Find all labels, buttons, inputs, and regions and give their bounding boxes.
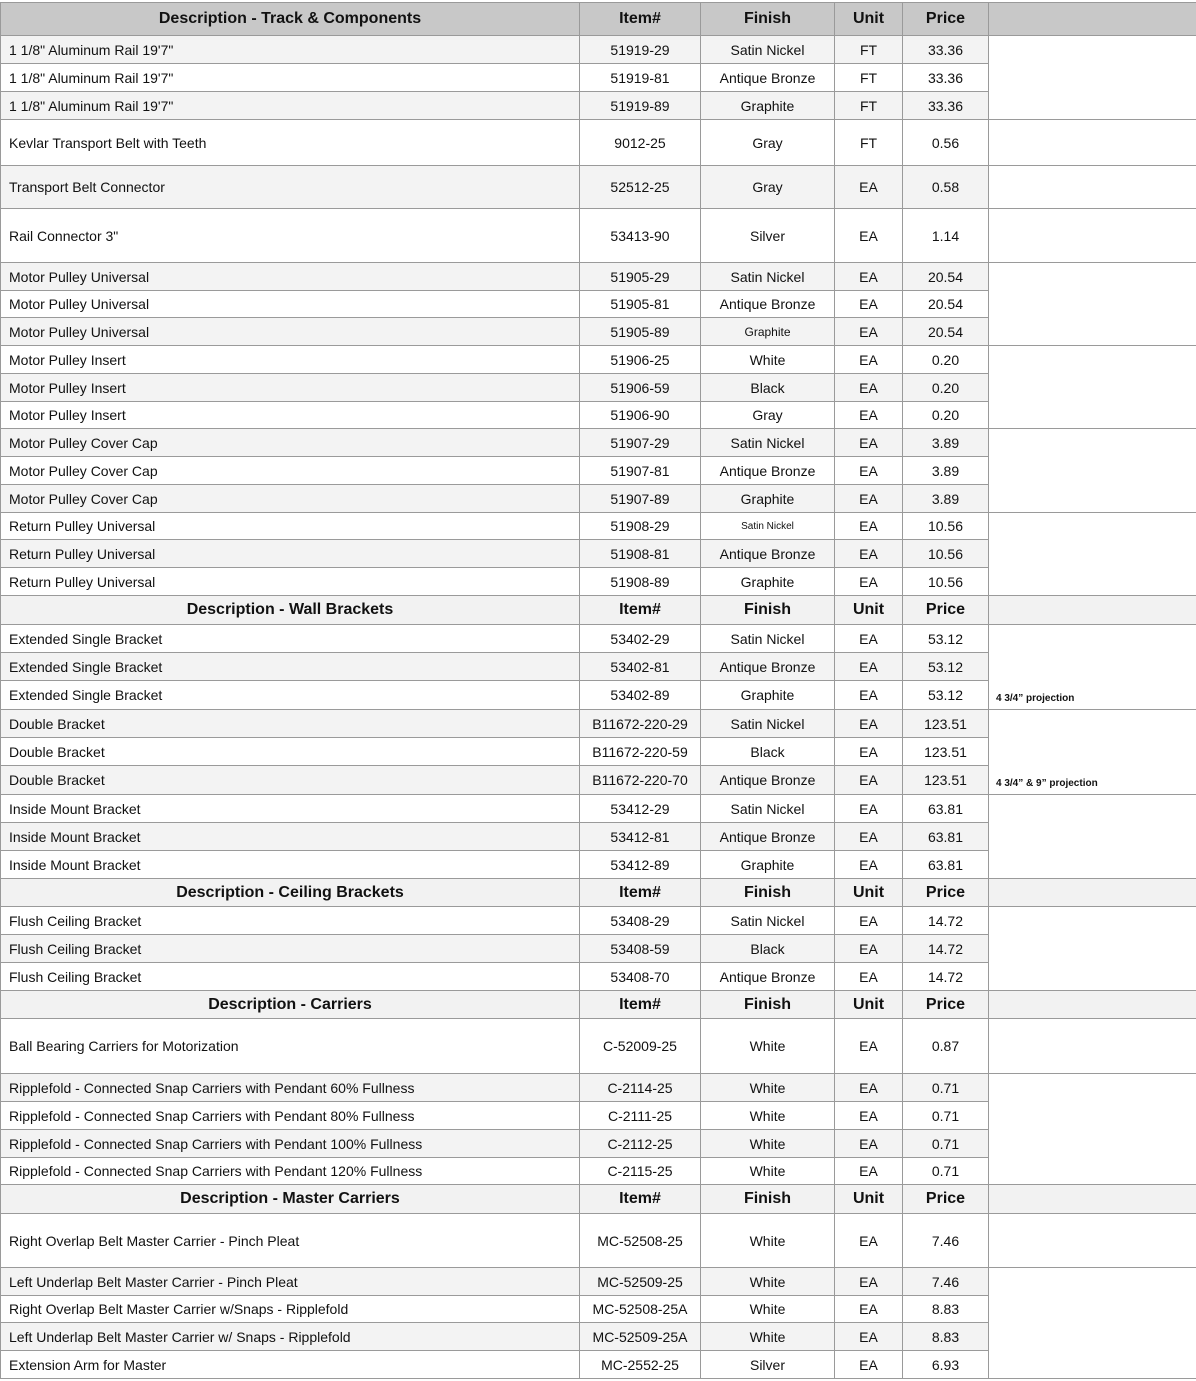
column-header-price: Price: [903, 596, 989, 625]
description-cell: Extension Arm for Master: [1, 1351, 580, 1379]
table-row: [1, 346, 1196, 374]
price-cell: 0.20: [903, 402, 989, 429]
description-cell: Flush Ceiling Bracket: [1, 907, 580, 935]
price-cell: 0.71: [903, 1102, 989, 1130]
table-row: [1, 907, 1196, 935]
price-cell: 1.14: [903, 209, 989, 263]
column-header-finish: Finish: [701, 1185, 835, 1214]
column-header-unit: Unit: [835, 3, 903, 36]
table-row: [1, 513, 1196, 540]
description-cell: Motor Pulley Insert: [1, 374, 580, 402]
section-title: Description - Wall Brackets: [1, 596, 580, 625]
note-cell: [989, 795, 1196, 879]
price-cell: 7.46: [903, 1214, 989, 1268]
note-cell: [989, 907, 1196, 991]
section-title: Description - Track & Components: [1, 3, 580, 36]
description-cell: Extended Single Bracket: [1, 681, 580, 710]
section-title: Description - Carriers: [1, 991, 580, 1019]
column-header-finish: Finish: [701, 596, 835, 625]
finish-cell: Antique Bronze: [701, 540, 835, 568]
item-number-cell: 51906-59: [580, 374, 701, 402]
item-number-cell: 53412-81: [580, 823, 701, 851]
finish-cell: Satin Nickel: [701, 907, 835, 935]
description-cell: Ripplefold - Connected Snap Carriers with Pendant 60% Fullness: [1, 1074, 580, 1102]
finish-cell: Black: [701, 374, 835, 402]
unit-cell: EA: [835, 485, 903, 513]
price-cell: 123.51: [903, 766, 989, 795]
item-number-cell: B11672-220-29: [580, 710, 701, 738]
price-cell: 20.54: [903, 291, 989, 318]
item-number-cell: MC-52509-25: [580, 1268, 701, 1296]
description-cell: Motor Pulley Universal: [1, 291, 580, 318]
finish-cell: Graphite: [701, 568, 835, 596]
table-row: [1, 120, 1196, 166]
finish-cell: Satin Nickel: [701, 36, 835, 64]
column-header-unit: Unit: [835, 991, 903, 1019]
unit-cell: EA: [835, 1074, 903, 1102]
unit-cell: EA: [835, 1351, 903, 1379]
note-cell: [989, 513, 1196, 596]
price-cell: 8.83: [903, 1323, 989, 1351]
finish-cell: Satin Nickel: [701, 429, 835, 457]
price-cell: 63.81: [903, 823, 989, 851]
item-number-cell: 9012-25: [580, 120, 701, 166]
finish-cell: White: [701, 1130, 835, 1158]
column-header-item: Item#: [580, 3, 701, 36]
unit-cell: EA: [835, 1214, 903, 1268]
finish-cell: Antique Bronze: [701, 766, 835, 795]
unit-cell: EA: [835, 710, 903, 738]
unit-cell: EA: [835, 681, 903, 710]
table-row: [1, 36, 1196, 64]
item-number-cell: 51919-29: [580, 36, 701, 64]
price-cell: 14.72: [903, 935, 989, 963]
item-number-cell: C-2114-25: [580, 1074, 701, 1102]
description-cell: Motor Pulley Universal: [1, 263, 580, 291]
price-cell: 3.89: [903, 429, 989, 457]
section-header-wall-brackets: [1, 596, 1196, 625]
section-header-ceiling-brackets: [1, 879, 1196, 907]
item-number-cell: 51905-89: [580, 318, 701, 346]
item-number-cell: 53408-29: [580, 907, 701, 935]
unit-cell: EA: [835, 263, 903, 291]
column-header-price: Price: [903, 879, 989, 907]
table-row: [1, 1019, 1196, 1074]
description-cell: Motor Pulley Cover Cap: [1, 457, 580, 485]
unit-cell: EA: [835, 1102, 903, 1130]
price-cell: 0.56: [903, 120, 989, 166]
item-number-cell: 53408-59: [580, 935, 701, 963]
table-row: [1, 429, 1196, 457]
column-header-item: Item#: [580, 596, 701, 625]
price-cell: 10.56: [903, 540, 989, 568]
item-number-cell: 53412-89: [580, 851, 701, 879]
note-cell: [989, 346, 1196, 429]
unit-cell: EA: [835, 374, 903, 402]
price-cell: 3.89: [903, 457, 989, 485]
column-header-unit: Unit: [835, 596, 903, 625]
description-cell: Left Underlap Belt Master Carrier - Pinch Pleat: [1, 1268, 580, 1296]
unit-cell: EA: [835, 209, 903, 263]
note-cell: [989, 209, 1196, 263]
finish-cell: Satin Nickel: [701, 513, 835, 540]
finish-cell: Black: [701, 738, 835, 766]
finish-cell: Satin Nickel: [701, 795, 835, 823]
price-cell: 33.36: [903, 92, 989, 120]
unit-cell: EA: [835, 851, 903, 879]
description-cell: Motor Pulley Insert: [1, 402, 580, 429]
finish-cell: Satin Nickel: [701, 625, 835, 653]
item-number-cell: 51908-81: [580, 540, 701, 568]
unit-cell: EA: [835, 291, 903, 318]
price-cell: 3.89: [903, 485, 989, 513]
description-cell: Rail Connector 3": [1, 209, 580, 263]
unit-cell: EA: [835, 568, 903, 596]
item-number-cell: 53412-29: [580, 795, 701, 823]
finish-cell: Gray: [701, 120, 835, 166]
finish-cell: White: [701, 1019, 835, 1074]
description-cell: 1 1/8" Aluminum Rail 19'7": [1, 64, 580, 92]
item-number-cell: 53408-70: [580, 963, 701, 991]
finish-cell: White: [701, 1214, 835, 1268]
item-number-cell: 51907-81: [580, 457, 701, 485]
table-row: [1, 795, 1196, 823]
finish-cell: White: [701, 1323, 835, 1351]
unit-cell: EA: [835, 166, 903, 209]
item-number-cell: C-2111-25: [580, 1102, 701, 1130]
item-number-cell: 51919-81: [580, 64, 701, 92]
unit-cell: EA: [835, 766, 903, 795]
description-cell: Return Pulley Universal: [1, 540, 580, 568]
table-row: [1, 1268, 1196, 1296]
finish-cell: Antique Bronze: [701, 291, 835, 318]
unit-cell: FT: [835, 92, 903, 120]
column-header-price: Price: [903, 991, 989, 1019]
note-cell: [989, 1214, 1196, 1268]
column-header-item: Item#: [580, 879, 701, 907]
note-cell: [989, 36, 1196, 120]
finish-cell: White: [701, 1296, 835, 1323]
unit-cell: EA: [835, 513, 903, 540]
finish-cell: Antique Bronze: [701, 64, 835, 92]
finish-cell: Gray: [701, 166, 835, 209]
finish-cell: White: [701, 346, 835, 374]
finish-cell: White: [701, 1158, 835, 1185]
projection-note: 4 3/4” projection: [989, 625, 1196, 710]
column-header-finish: Finish: [701, 3, 835, 36]
finish-cell: Silver: [701, 209, 835, 263]
price-cell: 8.83: [903, 1296, 989, 1323]
price-cell: 53.12: [903, 681, 989, 710]
unit-cell: EA: [835, 935, 903, 963]
description-cell: 1 1/8" Aluminum Rail 19'7": [1, 36, 580, 64]
item-number-cell: B11672-220-59: [580, 738, 701, 766]
unit-cell: EA: [835, 1130, 903, 1158]
unit-cell: EA: [835, 540, 903, 568]
unit-cell: EA: [835, 907, 903, 935]
table-row: [1, 209, 1196, 263]
table-row: [1, 625, 1196, 653]
price-cell: 53.12: [903, 653, 989, 681]
table-row: [1, 166, 1196, 209]
description-cell: Motor Pulley Cover Cap: [1, 485, 580, 513]
section-header-master-carriers: [1, 1185, 1196, 1214]
column-header-unit: Unit: [835, 879, 903, 907]
section-title: Description - Master Carriers: [1, 1185, 580, 1214]
note-cell: [989, 1268, 1196, 1379]
unit-cell: FT: [835, 64, 903, 92]
column-header-finish: Finish: [701, 991, 835, 1019]
column-header-unit: Unit: [835, 1185, 903, 1214]
description-cell: Ripplefold - Connected Snap Carriers with Pendant 120% Fullness: [1, 1158, 580, 1185]
item-number-cell: MC-2552-25: [580, 1351, 701, 1379]
item-number-cell: 51905-81: [580, 291, 701, 318]
item-number-cell: 53402-81: [580, 653, 701, 681]
price-cell: 123.51: [903, 710, 989, 738]
price-cell: 63.81: [903, 851, 989, 879]
unit-cell: EA: [835, 1268, 903, 1296]
finish-cell: Graphite: [701, 92, 835, 120]
unit-cell: EA: [835, 1019, 903, 1074]
description-cell: Double Bracket: [1, 738, 580, 766]
table-row: [1, 1074, 1196, 1102]
description-cell: Return Pulley Universal: [1, 568, 580, 596]
finish-cell: Gray: [701, 402, 835, 429]
price-cell: 7.46: [903, 1268, 989, 1296]
price-table: [0, 2, 1196, 1379]
description-cell: 1 1/8" Aluminum Rail 19'7": [1, 92, 580, 120]
item-number-cell: 53402-29: [580, 625, 701, 653]
price-cell: 10.56: [903, 513, 989, 540]
finish-cell: Graphite: [701, 318, 835, 346]
price-cell: 0.71: [903, 1130, 989, 1158]
description-cell: Left Underlap Belt Master Carrier w/ Snaps - Ripplefold: [1, 1323, 580, 1351]
unit-cell: EA: [835, 625, 903, 653]
price-cell: 10.56: [903, 568, 989, 596]
unit-cell: EA: [835, 1323, 903, 1351]
column-header-notes: [989, 991, 1196, 1019]
description-cell: Ripplefold - Connected Snap Carriers with Pendant 80% Fullness: [1, 1102, 580, 1130]
finish-cell: Graphite: [701, 485, 835, 513]
finish-cell: Graphite: [701, 851, 835, 879]
finish-cell: Antique Bronze: [701, 653, 835, 681]
finish-cell: Antique Bronze: [701, 823, 835, 851]
price-cell: 14.72: [903, 963, 989, 991]
table-row: [1, 710, 1196, 738]
description-cell: Inside Mount Bracket: [1, 795, 580, 823]
unit-cell: EA: [835, 1296, 903, 1323]
item-number-cell: MC-52509-25A: [580, 1323, 701, 1351]
unit-cell: EA: [835, 318, 903, 346]
item-number-cell: 51906-90: [580, 402, 701, 429]
note-cell: [989, 263, 1196, 346]
finish-cell: Graphite: [701, 681, 835, 710]
note-cell: [989, 429, 1196, 513]
finish-cell: Antique Bronze: [701, 457, 835, 485]
item-number-cell: MC-52508-25A: [580, 1296, 701, 1323]
note-cell: [989, 1019, 1196, 1074]
note-cell: [989, 1074, 1196, 1185]
item-number-cell: B11672-220-70: [580, 766, 701, 795]
unit-cell: EA: [835, 402, 903, 429]
column-header-notes: [989, 3, 1196, 36]
section-title: Description - Ceiling Brackets: [1, 879, 580, 907]
price-cell: 0.71: [903, 1158, 989, 1185]
column-header-price: Price: [903, 1185, 989, 1214]
unit-cell: EA: [835, 1158, 903, 1185]
price-cell: 20.54: [903, 263, 989, 291]
finish-cell: Black: [701, 935, 835, 963]
column-header-notes: [989, 1185, 1196, 1214]
price-cell: 0.58: [903, 166, 989, 209]
unit-cell: EA: [835, 429, 903, 457]
description-cell: Inside Mount Bracket: [1, 851, 580, 879]
item-number-cell: 51907-29: [580, 429, 701, 457]
description-cell: Transport Belt Connector: [1, 166, 580, 209]
unit-cell: EA: [835, 653, 903, 681]
column-header-notes: [989, 596, 1196, 625]
description-cell: Kevlar Transport Belt with Teeth: [1, 120, 580, 166]
price-cell: 0.20: [903, 374, 989, 402]
price-cell: 123.51: [903, 738, 989, 766]
column-header-finish: Finish: [701, 879, 835, 907]
column-header-item: Item#: [580, 1185, 701, 1214]
unit-cell: EA: [835, 795, 903, 823]
description-cell: Double Bracket: [1, 710, 580, 738]
description-cell: Motor Pulley Universal: [1, 318, 580, 346]
unit-cell: EA: [835, 457, 903, 485]
description-cell: Double Bracket: [1, 766, 580, 795]
price-cell: 33.36: [903, 36, 989, 64]
item-number-cell: 51905-29: [580, 263, 701, 291]
price-cell: 0.20: [903, 346, 989, 374]
finish-cell: Satin Nickel: [701, 263, 835, 291]
table-row: [1, 1214, 1196, 1268]
note-cell: [989, 120, 1196, 166]
column-header-item: Item#: [580, 991, 701, 1019]
finish-cell: Antique Bronze: [701, 963, 835, 991]
item-number-cell: 53402-89: [580, 681, 701, 710]
item-number-cell: 51908-29: [580, 513, 701, 540]
item-number-cell: 51908-89: [580, 568, 701, 596]
unit-cell: EA: [835, 346, 903, 374]
price-cell: 33.36: [903, 64, 989, 92]
finish-cell: Satin Nickel: [701, 710, 835, 738]
section-header-carriers: [1, 991, 1196, 1019]
column-header-notes: [989, 879, 1196, 907]
finish-cell: White: [701, 1268, 835, 1296]
description-cell: Extended Single Bracket: [1, 625, 580, 653]
price-cell: 20.54: [903, 318, 989, 346]
description-cell: Inside Mount Bracket: [1, 823, 580, 851]
description-cell: Right Overlap Belt Master Carrier w/Snaps - Ripplefold: [1, 1296, 580, 1323]
price-cell: 14.72: [903, 907, 989, 935]
item-number-cell: 51919-89: [580, 92, 701, 120]
unit-cell: FT: [835, 36, 903, 64]
price-cell: 6.93: [903, 1351, 989, 1379]
finish-cell: White: [701, 1102, 835, 1130]
note-cell: [989, 166, 1196, 209]
price-cell: 53.12: [903, 625, 989, 653]
description-cell: Return Pulley Universal: [1, 513, 580, 540]
unit-cell: FT: [835, 120, 903, 166]
price-cell: 0.71: [903, 1074, 989, 1102]
item-number-cell: 51907-89: [580, 485, 701, 513]
description-cell: Right Overlap Belt Master Carrier - Pinch Pleat: [1, 1214, 580, 1268]
description-cell: Flush Ceiling Bracket: [1, 963, 580, 991]
item-number-cell: 52512-25: [580, 166, 701, 209]
section-header-track: [1, 3, 1196, 36]
unit-cell: EA: [835, 823, 903, 851]
finish-cell: Silver: [701, 1351, 835, 1379]
finish-cell: White: [701, 1074, 835, 1102]
unit-cell: EA: [835, 738, 903, 766]
projection-note: 4 3/4” & 9” projection: [989, 710, 1196, 795]
description-cell: Ripplefold - Connected Snap Carriers with Pendant 100% Fullness: [1, 1130, 580, 1158]
price-cell: 0.87: [903, 1019, 989, 1074]
item-number-cell: C-2112-25: [580, 1130, 701, 1158]
table-row: [1, 263, 1196, 291]
description-cell: Motor Pulley Cover Cap: [1, 429, 580, 457]
price-cell: 63.81: [903, 795, 989, 823]
column-header-price: Price: [903, 3, 989, 36]
description-cell: Extended Single Bracket: [1, 653, 580, 681]
item-number-cell: MC-52508-25: [580, 1214, 701, 1268]
unit-cell: EA: [835, 963, 903, 991]
description-cell: Ball Bearing Carriers for Motorization: [1, 1019, 580, 1074]
description-cell: Flush Ceiling Bracket: [1, 935, 580, 963]
item-number-cell: 53413-90: [580, 209, 701, 263]
item-number-cell: C-2115-25: [580, 1158, 701, 1185]
description-cell: Motor Pulley Insert: [1, 346, 580, 374]
item-number-cell: C-52009-25: [580, 1019, 701, 1074]
item-number-cell: 51906-25: [580, 346, 701, 374]
